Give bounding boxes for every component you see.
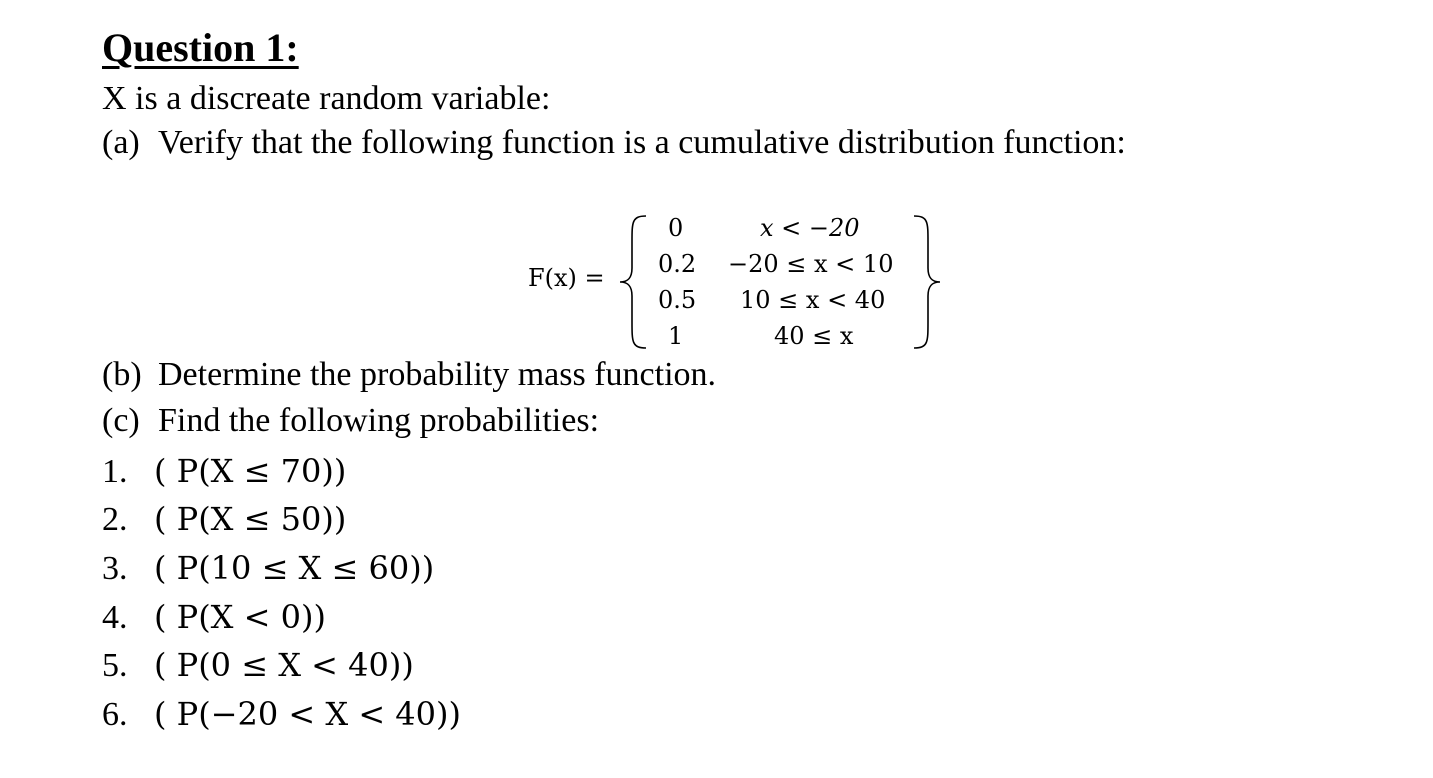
left-brace-icon: [620, 216, 646, 348]
probability-item: 5. ( P(0 ≤ X < 40)): [102, 646, 414, 684]
part-a-label: (a): [102, 124, 140, 161]
row-1-value: 0: [668, 214, 684, 242]
function-lhs: F(x) =: [528, 264, 605, 292]
part-a-text: Verify that the following function is a cumulative distribution function:: [158, 124, 1126, 161]
part-b-text: Determine the probability mass function.: [158, 356, 717, 393]
row-3-value: 0.5: [658, 286, 697, 314]
part-c-text: Find the following probabilities:: [158, 402, 600, 439]
row-1-condition: x < −20: [760, 214, 860, 242]
row-4-value: 1: [668, 322, 684, 350]
row-2-value: 0.2: [658, 250, 697, 278]
right-brace-icon: [914, 216, 940, 348]
probability-item: 2. ( P(X ≤ 50)): [102, 500, 347, 538]
probability-item: 3. ( P(10 ≤ X ≤ 60)): [102, 549, 435, 587]
piecewise-function: [528, 212, 948, 352]
row-2-condition: −20 ≤ x < 10: [728, 250, 894, 278]
row-3-condition: 10 ≤ x < 40: [740, 286, 886, 314]
brace-graphics: [528, 212, 948, 352]
question-title: Question 1:: [102, 25, 299, 70]
probability-item: 6. ( P(−20 < X < 40)): [102, 695, 461, 733]
row-4-condition: 40 ≤ x: [774, 322, 854, 350]
probability-item: 1. ( P(X ≤ 70)): [102, 452, 347, 490]
part-c-label: (c): [102, 402, 140, 439]
part-b-label: (b): [102, 356, 142, 393]
probability-item: 4. ( P(X < 0)): [102, 598, 326, 636]
question-intro: X is a discreate random variable:: [102, 80, 551, 117]
